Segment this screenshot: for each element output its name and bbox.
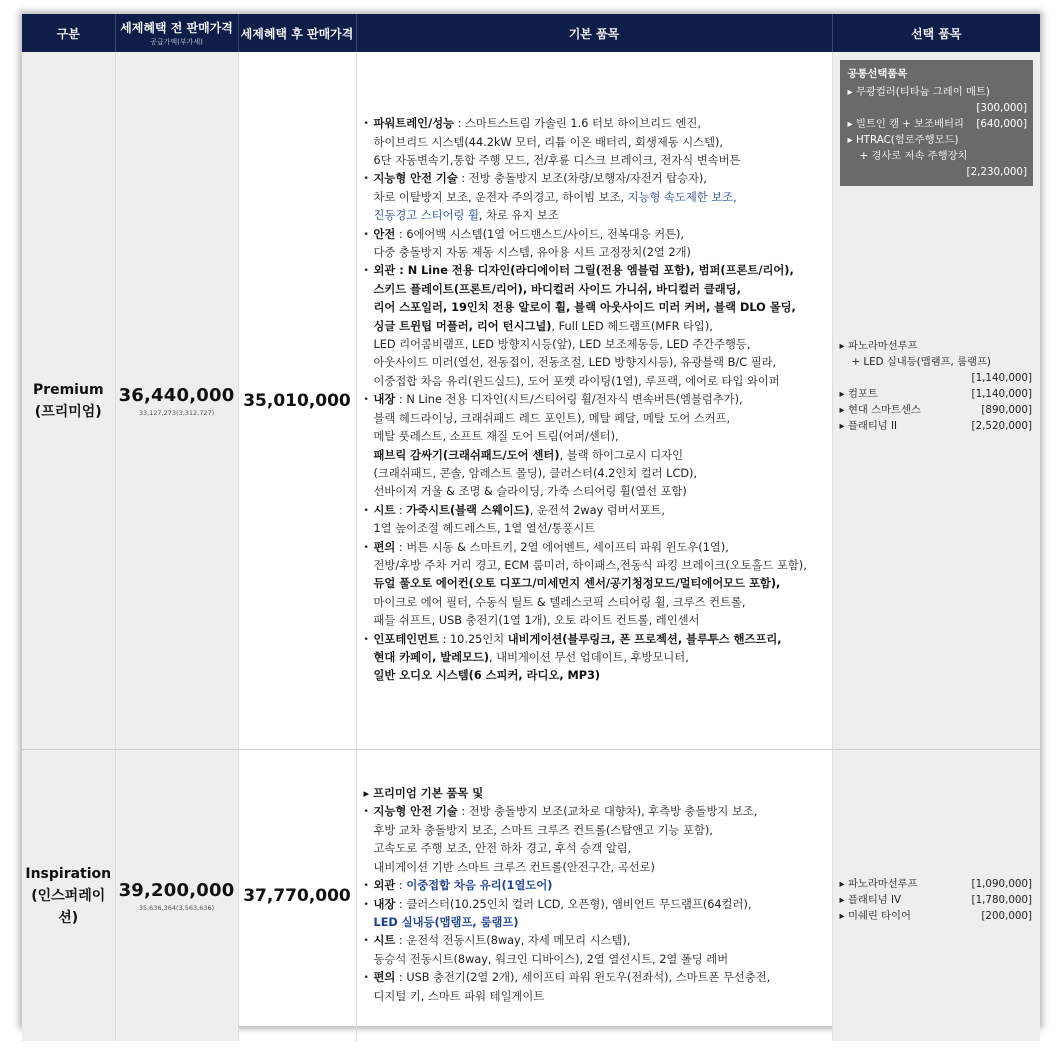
item-text: : 운전석 전동시트(8way, 자세 메모리 시스템), [395,934,631,948]
basic-items-inspiration [356,750,832,1042]
header-trim: 구분 [22,14,115,52]
item-title: 편의 [373,971,396,985]
option-name: ▸ 파노라마선루프 [839,877,918,890]
price-after-premium: 35,010,000 [238,52,356,750]
option-item [840,386,1033,402]
item-text-bold: 현대 카페이, 발레모드) [373,650,490,664]
item-text: 블랙 헤드라이닝, 크래쉬패드 레드 포인트), 메탈 페달, 메탈 도어 스커프, [373,411,731,425]
list-item: • 시트 : 가죽시트(블랙 스웨이드), 운전석 2way 럼버서포트, 1열 높이조절 헤드레스트, 1열 열선/통풍시트 [364,502,826,539]
option-item [840,402,1033,418]
item-text: 마이크로 에어 필터, 수동식 틸트 & 텔레스코픽 스티어링 휠, 크루즈 컨트롤, [373,595,746,609]
item-text-bold: : N Line 전용 디자인(라디에이터 그릴(전용 엠블럼 포함), 범퍼(프론트/리어), [395,264,794,278]
option-price: [1,090,000] [971,877,1032,890]
list-item: • 편의 : 버튼 시동 & 스마트키, 2열 에어벤트, 세이프티 파워 윈도우(1열), 전방/후방 주차 거리 경고, ECM 룸미러, 하이패스,전동식 파킹 브레이크(오토홀드 포함), 듀얼 풀오토 에어컨(오토 디포그/미세먼지 센서/공기청정모드/멀티에어모드 포함), 마이크로 에어 필터, 수동식 틸트 & 텔레스코픽 스티어링 휠, 크루즈 컨트롤, 패들 쉬프트, USB 충전기(1열 1개), 오토 라이트 컨트롤, 레인센서 [364,539,826,631]
option-item [840,892,1033,908]
item-title: ▸ 프리미엄 기본 품목 및 [363,787,484,801]
option-price: [890,000] [981,404,1032,416]
option-name: ▸ 컴포트 [839,388,878,400]
option-price: [640,000] [976,118,1027,130]
table-row [22,52,1040,750]
option-name: ▸ 미쉐린 타이어 [839,909,911,922]
item-title: 지능형 안전 기술 [373,172,458,186]
item-text: : 클러스터(10.25인치 컬러 LCD, 오픈형), 앰비언트 무드램프(64컬러), [395,897,752,911]
list-item: • 안전 : 6에어백 시스템(1열 어드밴스드/사이드, 전복대응 커튼), 다중 충돌방지 자동 제동 시스템, 유아용 시트 고정장치(2열 2개) [364,226,826,263]
option-list [838,876,1037,924]
option-item [840,418,1033,434]
item-text-highlight: 이중접합 차음 유리(1열도어) [406,879,553,893]
item-text: 1열 높이조절 헤드레스트, 1열 열선/통풍시트 [373,522,596,536]
item-text-highlight: LED 실내등(맵램프, 룸램프) [373,915,519,929]
item-text: 하이브리드 시스템(44.2kW 모터, 리튬 이온 배터리, 회생제동 시스템), [373,135,723,149]
item-title: 파워트레인/성능 [373,117,455,131]
item-text: 전방/후방 주차 거리 경고, ECM 룸미러, 하이패스,전동식 파킹 브레이크(오토홀드 포함), [373,558,807,572]
header-price-after: 세제혜택 후 판매가격 [238,14,356,52]
list-item: • 외관 : N Line 전용 디자인(라디에이터 그릴(전용 엠블럼 포함), 범퍼(프론트/리어), 스키드 플레이트(프론트/리어), 바디컬러 사이드 가니쉬, 바디컬러 클래딩, 리어 스포일러, 19인치 전용 알로이 휠, 블랙 아웃사이드 미러 커버, 블랙 DLO 몰딩, 싱글 트윈팁 머플러, 리어 턴시그널), Full LED 헤드램프(MFR 타입), LED 리어콤비램프, LED 방향지시등(앞), LED 보조제동등, LED 주간주행등, 아웃사이드 미러(열선, 전동접이, 전동조절, LED 방향지시등), 유광블랙 B/C 필라, 이중접합 차음 유리(윈드실드), 도어 포켓 라이팅(1열), 루프랙, 에어로 타입 와이퍼 [364,262,826,391]
option-price: [2,520,000] [971,420,1032,432]
item-title: 시트 [373,934,396,948]
item-text-bold: 싱글 트윈팁 머플러, 리어 턴시그널) [373,319,552,333]
basic-items-head [364,785,826,803]
item-text: 6단 자동변속기,통합 주행 모드, 전/후륜 디스크 브레이크, 전자식 변속버튼 [373,154,741,168]
item-text: : [395,503,407,517]
option-item-sub: + LED 실내등(맵램프, 룸램프) [851,356,991,368]
price-table [22,14,1040,1041]
item-text: : 버튼 시동 & 스마트키, 2열 에어벤트, 세이프티 파워 윈도우(1열), [395,540,729,554]
trim-name-en: Premium [32,381,104,398]
price-before-value: 36,440,000 [118,384,235,406]
item-text-highlight: 진동경고 스티어링 휠 [373,209,479,223]
common-option-price: [2,230,000] [966,166,1027,178]
item-text: 디지털 키, 스마트 파워 테일게이트 [373,989,545,1003]
item-text: , 운전석 2way 럼버서포트, [529,503,666,517]
list-item: • 시트 : 운전석 전동시트(8way, 자세 메모리 시스템), 동승석 전동시트(8way, 워크인 디바이스), 2열 열선시트, 2열 폴딩 레버 [364,932,826,969]
option-item [840,876,1033,892]
common-option-item: ▸ 무광컬러(티타늄 그레이 매트) [847,86,990,98]
item-text: 메탈 풋레스트, 소프트 재질 도어 트림(어퍼/센터), [373,430,619,444]
item-text-bold: 스키드 플레이트(프론트/리어), 바디컬러 사이드 가니쉬, 바디컬러 클래딩, [373,282,741,296]
item-text: LED 리어콤비램프, LED 방향지시등(앞), LED 보조제동등, LED 주간주행등, [373,338,751,352]
item-text: 아웃사이드 미러(열선, 전동접이, 전동조절, LED 방향지시등), 유광블랙 B/C 필라, [373,356,777,370]
option-list [838,338,1037,434]
item-text: 후방 교차 충돌방지 보조, 스마트 크루즈 컨트롤(스탑앤고 기능 포함), [373,823,713,837]
list-item: • 파워트레인/성능 : 스마트스트림 가솔린 1.6 터보 하이브리드 엔진, 하이브리드 시스템(44.2kW 모터, 리튬 이온 배터리, 회생제동 시스템), 6단 자동변속기,통합 주행 모드, 전/후륜 디스크 브레이크, 전자식 변속버튼 [364,115,826,170]
item-text-bold: 일반 오디오 시스템(6 스피커, 라디오, MP3) [373,669,601,683]
item-text-bold: 내비게이션(블루링크, 폰 프로젝션, 블루투스 핸즈프리, [507,632,782,646]
header-option-items: 선택 품목 [832,14,1040,52]
item-text: (크래쉬패드, 콘솔, 암레스트 몰딩), 클러스터(4.2인치 컬러 LCD), [373,466,698,480]
option-name: ▸ 현대 스마트센스 [839,404,921,416]
item-text: : [395,879,407,893]
item-text: : 10.25인치 [438,632,508,646]
table-row [22,750,1040,1042]
item-text: : USB 충전기(2열 2개), 세이프티 파워 윈도우(전좌석), 스마트폰 무선충전, [395,971,771,985]
price-before-premium [115,52,238,750]
option-price: [1,780,000] [971,893,1032,906]
item-text-bold: 패브릭 감싸기(크래쉬패드/도어 센터) [373,448,560,462]
option-item: ▸ 파노라마선루프 [839,340,918,352]
header-price-before [115,14,238,52]
item-title: 시트 [373,503,396,517]
trim-premium [22,52,115,750]
item-text: , Full LED 헤드램프(MFR 타입), [551,319,713,333]
item-text: : 전방 충돌방지 보조(교차로 대향차), 후측방 충돌방지 보조, [457,805,758,819]
item-text: : 스마트스트림 가솔린 1.6 터보 하이브리드 엔진, [454,117,701,131]
item-text: 동승석 전동시트(8way, 워크인 디바이스), 2열 열선시트, 2열 폴딩 레버 [373,952,729,966]
item-text-bold: 리어 스포일러, 19인치 전용 알로이 휠, 블랙 아웃사이드 미러 커버, 블랙 DLO 몰딩, [373,301,796,315]
item-title: 안전 [373,227,396,241]
item-title: 외관 [373,879,396,893]
item-text: , 차로 유지 보조 [478,209,559,223]
option-price: [200,000] [981,909,1032,922]
header-price-before-sub: 공급가액(부가세) [150,38,203,46]
item-text: 패들 쉬프트, USB 충전기(1열 1개), 오토 라이트 컨트롤, 레인센서 [373,614,700,628]
item-text: , 블랙 하이그로시 디자인 [559,448,684,462]
item-text: 이중접합 차음 유리(윈드실드), 도어 포켓 라이팅(1열), 루프랙, 에어로 타입 와이퍼 [373,374,780,388]
list-item: • 내장 : N Line 전용 디자인(시트/스티어링 휠/전자식 변속버튼(엠블럼추가), 블랙 헤드라이닝, 크래쉬패드 레드 포인트), 메탈 페달, 메탈 도어 스커프, 메탈 풋레스트, 소프트 재질 도어 트림(어퍼/센터), 패브릭 감싸기(크래쉬패드/도어 센터), 블랙 하이그로시 디자인 (크래쉬패드, 콘솔, 암레스트 몰딩), 클러스터(4.2인치 컬러 LCD), 선바이저 거울 & 조명 & 슬라이딩, 가죽 스티어링 휠(열선 포함) [364,391,826,501]
basic-items-premium [356,52,832,750]
common-option-item: ▸ HTRAC(험로주행모드) [847,134,959,146]
trim-inspiration [22,750,115,1042]
item-title: 외관 [373,264,396,278]
price-table-frame [22,14,1040,1026]
item-text: : 6에어백 시스템(1열 어드밴스드/사이드, 전복대응 커튼), [395,227,685,241]
option-price: [1,140,000] [971,372,1032,384]
common-options-box [840,60,1034,186]
list-item: • 내장 : 클러스터(10.25인치 컬러 LCD, 오픈형), 앰비언트 무드램프(64컬러), LED 실내등(맵램프, 룸램프) [363,897,752,929]
trim-name-ko: (인스퍼레이션) [31,887,106,926]
option-name: ▸ 플래티넘 II [839,420,898,432]
price-supply-value: 35,636,364(3,563,636) [138,903,215,912]
list-item: • 지능형 안전 기술 : 전방 충돌방지 보조(교차로 대향차), 후측방 충돌방지 보조, 후방 교차 충돌방지 보조, 스마트 크루즈 컨트롤(스탑앤고 기능 포함), 고속도로 주행 보조, 안전 하차 경고, 후석 승객 알림, 내비게이션 기반 스마트 크루즈 컨트롤(안전구간, 곡선로) [364,803,826,877]
item-title: 내장 [373,897,396,911]
price-before-value: 39,200,000 [118,879,235,901]
item-title: 지능형 안전 기술 [373,805,458,819]
item-text: 고속도로 주행 보조, 안전 하차 경고, 후석 승객 알림, [373,842,632,856]
item-text: : 전방 충돌방지 보조(차량/보행자/자전거 탑승자), [457,172,707,186]
option-name: ▸ 빌트인 캠 + 보조배터리 [847,118,964,130]
item-title: 편의 [373,540,396,554]
item-text: , 내비게이션 무선 업데이트, 후방모니터, [489,650,689,664]
list-item: • 편의 : USB 충전기(2열 2개), 세이프티 파워 윈도우(전좌석), 스마트폰 무선충전, 디지털 키, 스마트 파워 테일게이트 [364,969,826,1006]
price-after-inspiration: 37,770,000 [238,750,356,1042]
common-option-item [848,116,1028,132]
price-supply-value: 33,127,273(3,312,727) [138,408,215,417]
trim-name-ko: (프리미엄) [34,403,102,420]
option-items-premium [832,52,1040,750]
option-item [840,908,1033,924]
item-text: 차로 이탈방지 보조, 운전자 주의경고, 하이빔 보조, [373,190,628,204]
option-items-inspiration [832,750,1040,1042]
header-basic-items: 기본 품목 [356,14,832,52]
common-option-item-sub: + 경사로 저속 주행장치 [859,150,968,162]
trim-name-en: Inspiration [25,865,112,882]
item-text-highlight: 지능형 속도제한 보조, [627,190,737,204]
item-text: 선바이저 거울 & 조명 & 슬라이딩, 가죽 스티어링 휠(열선 포함) [373,485,687,499]
price-before-inspiration [115,750,238,1042]
item-text-bold: 듀얼 풀오토 에어컨(오토 디포그/미세먼지 센서/공기청정모드/멀티에어모드 포함), [373,577,781,591]
common-options-title: 공통선택품목 [847,68,908,80]
item-text-bold: 가죽시트(블랙 스웨이드) [406,503,530,517]
option-name: ▸ 플래티넘 IV [839,893,902,906]
common-option-price: [300,000] [976,102,1027,114]
list-item: • 인포테인먼트 : 10.25인치 내비게이션(블루링크, 폰 프로젝션, 블루투스 핸즈프리, 현대 카페이, 발레모드), 내비게이션 무선 업데이트, 후방모니터, 일반 오디오 시스템(6 스피커, 라디오, MP3) [363,632,782,683]
item-title: 내장 [373,393,396,407]
item-title: 인포테인먼트 [373,632,439,646]
item-text: 내비게이션 기반 스마트 크루즈 컨트롤(안전구간, 곡선로) [373,860,655,874]
table-header-row [22,14,1040,52]
list-item: • 지능형 안전 기술 : 전방 충돌방지 보조(차량/보행자/자전거 탑승자), 차로 이탈방지 보조, 운전자 주의경고, 하이빔 보조, 지능형 속도제한 보조, 진동경고 스티어링 휠, 차로 유지 보조 [363,172,737,223]
list-item: • 외관 : 이중접합 차음 유리(1열도어) [363,879,553,893]
option-price: [1,140,000] [971,388,1032,400]
header-price-before-label: 세제혜택 전 판매가격 [120,21,233,35]
item-text: : N Line 전용 디자인(시트/스티어링 휠/전자식 변속버튼(엠블럼추가), [395,393,743,407]
item-text: 다중 충돌방지 자동 제동 시스템, 유아용 시트 고정장치(2열 2개) [373,246,691,260]
